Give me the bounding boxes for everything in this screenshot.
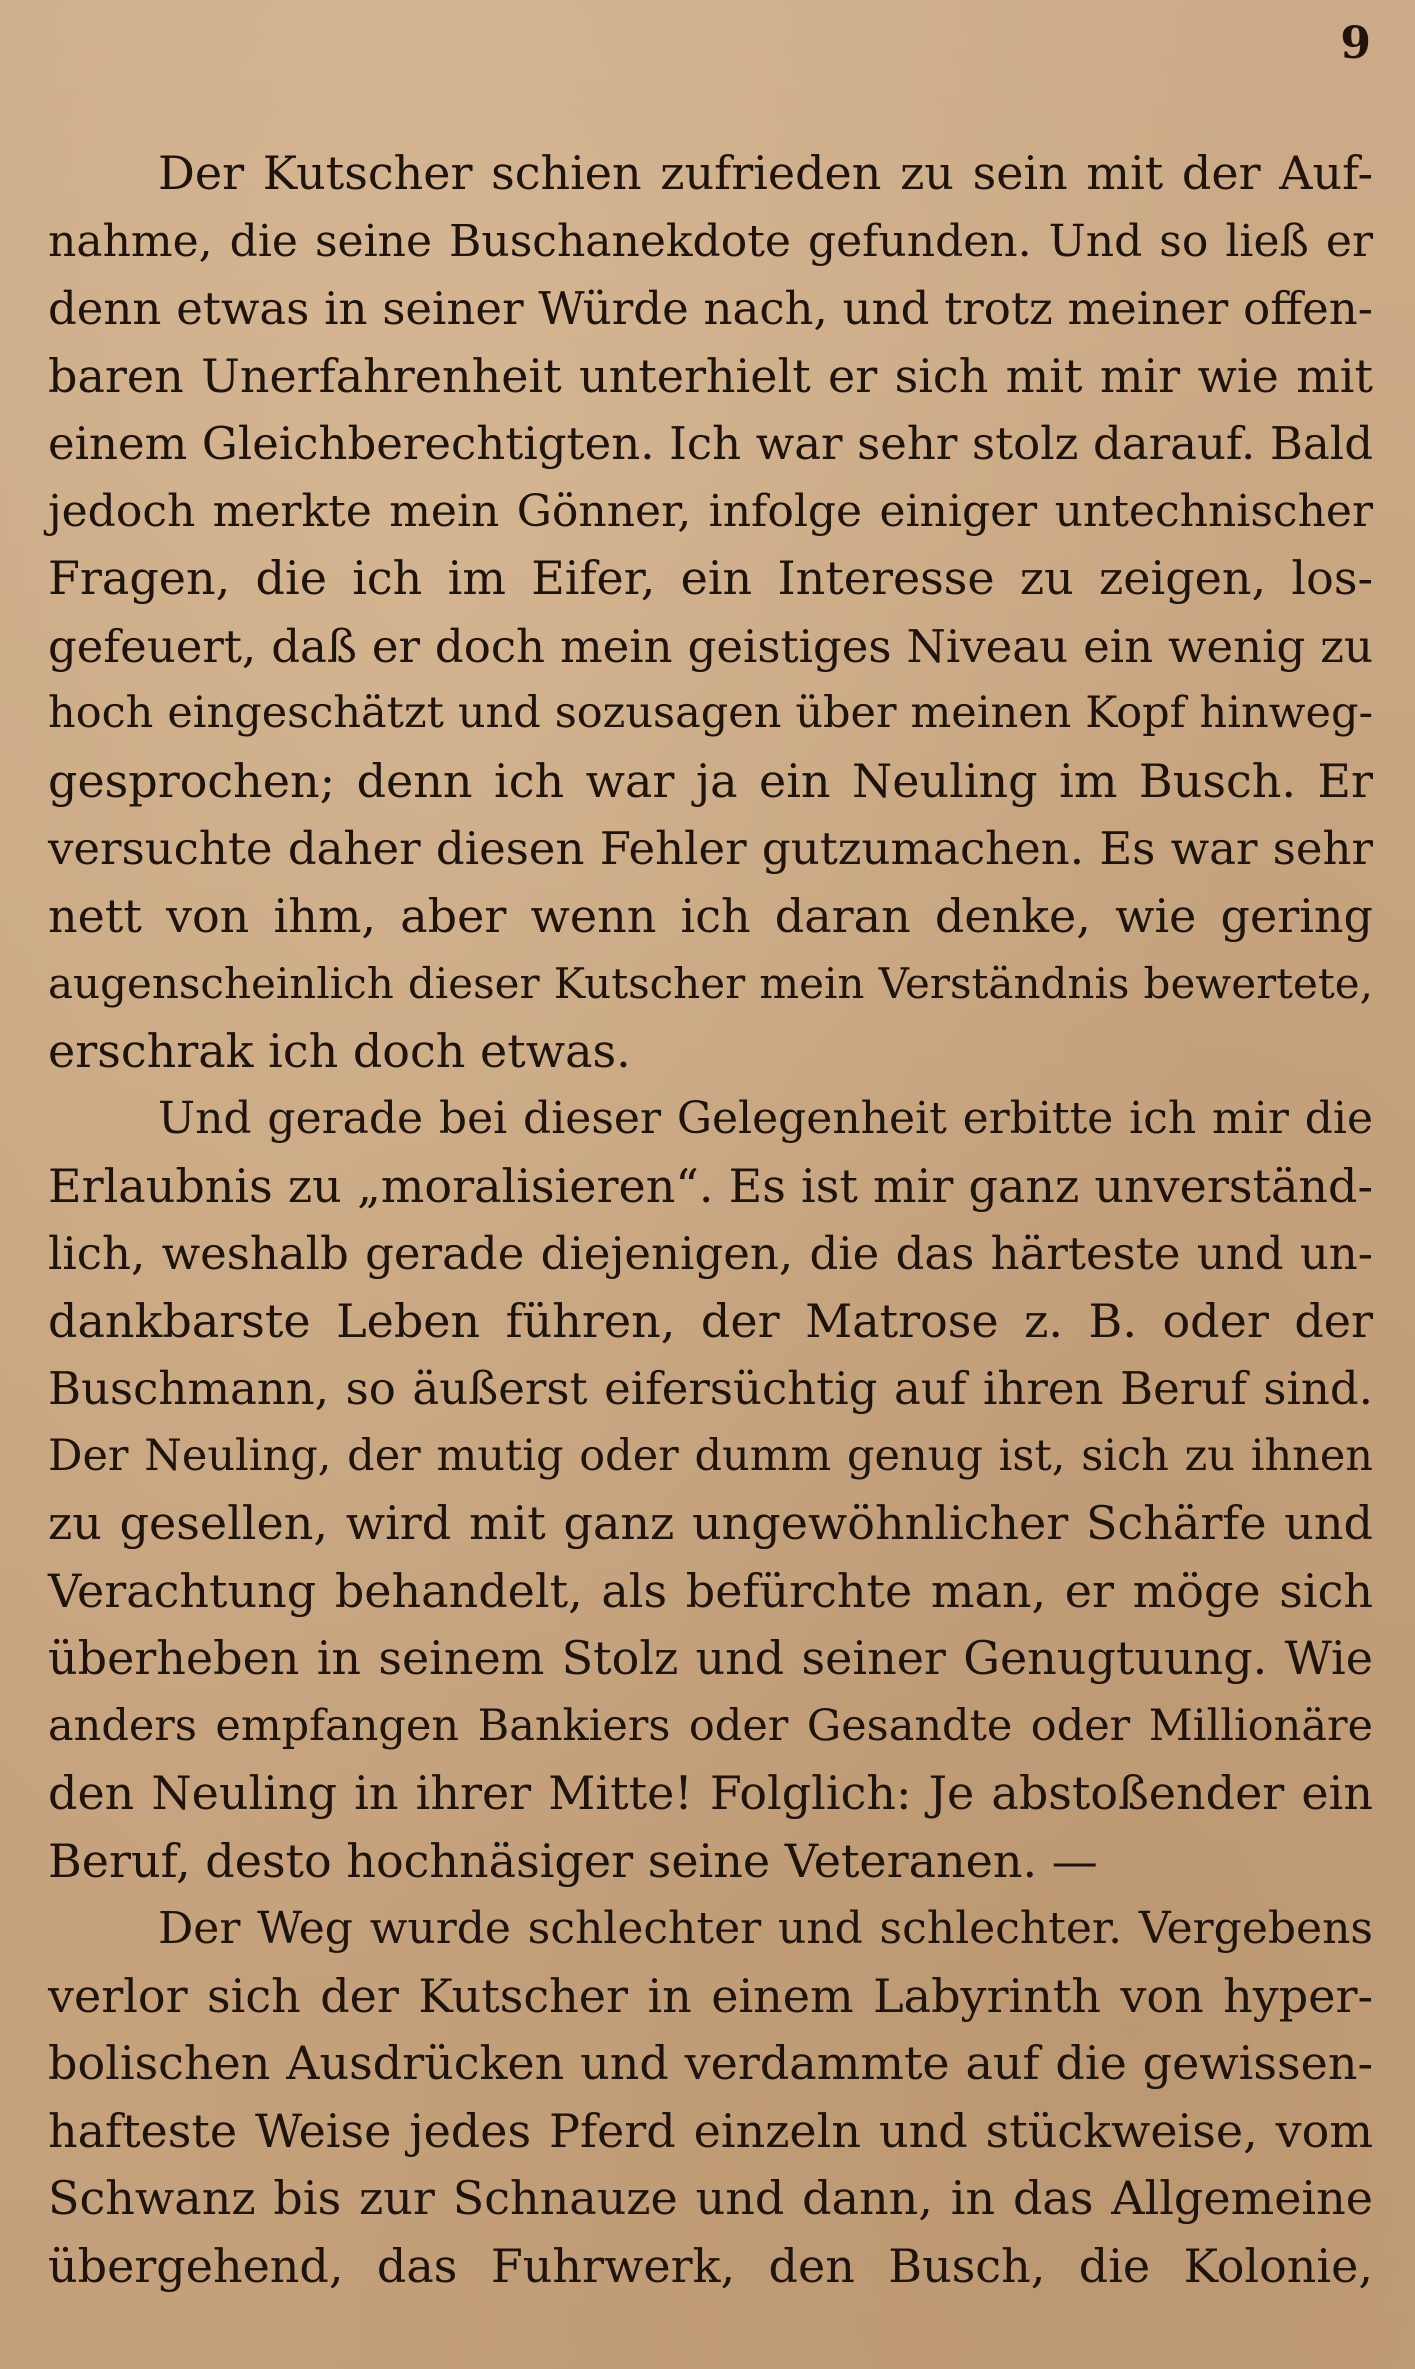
text-line: Fragen, die ich im Eifer, ein Interesse zu zeigen, los- (48, 551, 1373, 605)
text-line: verlor sich der Kutscher in einem Labyrinth von hyper- (48, 1968, 1373, 2023)
text-line: anders empfangen Bankiers oder Gesandte oder Millionäre (48, 1700, 1373, 1751)
text-line: erschrak ich doch etwas. (48, 1023, 631, 1078)
text-line: gefeuert, daß er doch mein geistiges Niveau ein wenig zu (48, 619, 1373, 673)
text-line: lich, weshalb gerade diejenigen, die das härteste und un- (48, 1227, 1373, 1280)
text-line: Der Kutscher schien zufrieden zu sein mit der Auf- (158, 146, 1373, 200)
text-line: überheben in seinem Stolz und seiner Genugtuung. Wie (48, 1631, 1373, 1685)
text-line: zu gesellen, wird mit ganz ungewöhnlicher Schärfe und (48, 1496, 1373, 1550)
text-line: bolischen Ausdrücken und verdammte auf die gewissen- (48, 2036, 1373, 2090)
text-line: versuchte daher diesen Fehler gutzumachen. Es war sehr (48, 822, 1373, 875)
text-line: Verachtung behandelt, als befürchte man, er möge sich (48, 1563, 1373, 1618)
text-line: Schwanz bis zur Schnauze und dann, in das Allgemeine (48, 2171, 1373, 2225)
text-line: einem Gleichberechtigten. Ich war sehr stolz darauf. Bald (48, 417, 1373, 470)
text-line: Beruf, desto hochnäsiger seine Veteranen. — (48, 1833, 1098, 1888)
page-number: 9 (1340, 18, 1371, 69)
text-line: augenscheinlich dieser Kutscher mein Verständnis bewertete, (48, 959, 1373, 1008)
text-line: gesprochen; denn ich war ja ein Neuling im Busch. Er (48, 753, 1373, 808)
text-line: jedoch merkte mein Gönner, infolge einiger untechnischer (48, 485, 1373, 537)
text-line: denn etwas in seiner Würde nach, und trotz meiner offen- (48, 282, 1373, 335)
text-line: hoch eingeschätzt und sozusagen über meinen Kopf hinweg- (48, 688, 1373, 738)
text-line: Der Weg wurde schlechter und schlechter. Vergebens (158, 1903, 1373, 1954)
text-line: baren Unerfahrenheit unterhielt er sich mit mir wie mit (48, 348, 1373, 403)
text-line: Und gerade bei dieser Gelegenheit erbitte ich mir die (158, 1093, 1373, 1144)
body-text (48, 140, 1373, 2300)
text-line: nett von ihm, aber wenn ich daran denke, wie gering (48, 888, 1373, 943)
text-line: Der Neuling, der mutig oder dumm genug ist, sich zu ihnen (48, 1430, 1373, 1481)
text-line: den Neuling in ihrer Mitte! Folglich: Je abstoßender ein (48, 1766, 1373, 1820)
text-line: Buschmann, so äußerst eifersüchtig auf ihren Beruf sind. (48, 1362, 1373, 1415)
text-line: dankbarste Leben führen, der Matrose z. B. oder der (48, 1293, 1373, 1348)
text-line: übergehend, das Fuhrwerk, den Busch, die Kolonie, (48, 2238, 1373, 2293)
text-line: Erlaubnis zu „moralisieren“. Es ist mir ganz unverständ- (48, 1158, 1373, 1213)
text-line: nahme, die seine Buschanekdote gefunden. Und so ließ er (48, 215, 1373, 267)
text-line: hafteste Weise jedes Pferd einzeln und stückweise, vom (48, 2103, 1373, 2158)
